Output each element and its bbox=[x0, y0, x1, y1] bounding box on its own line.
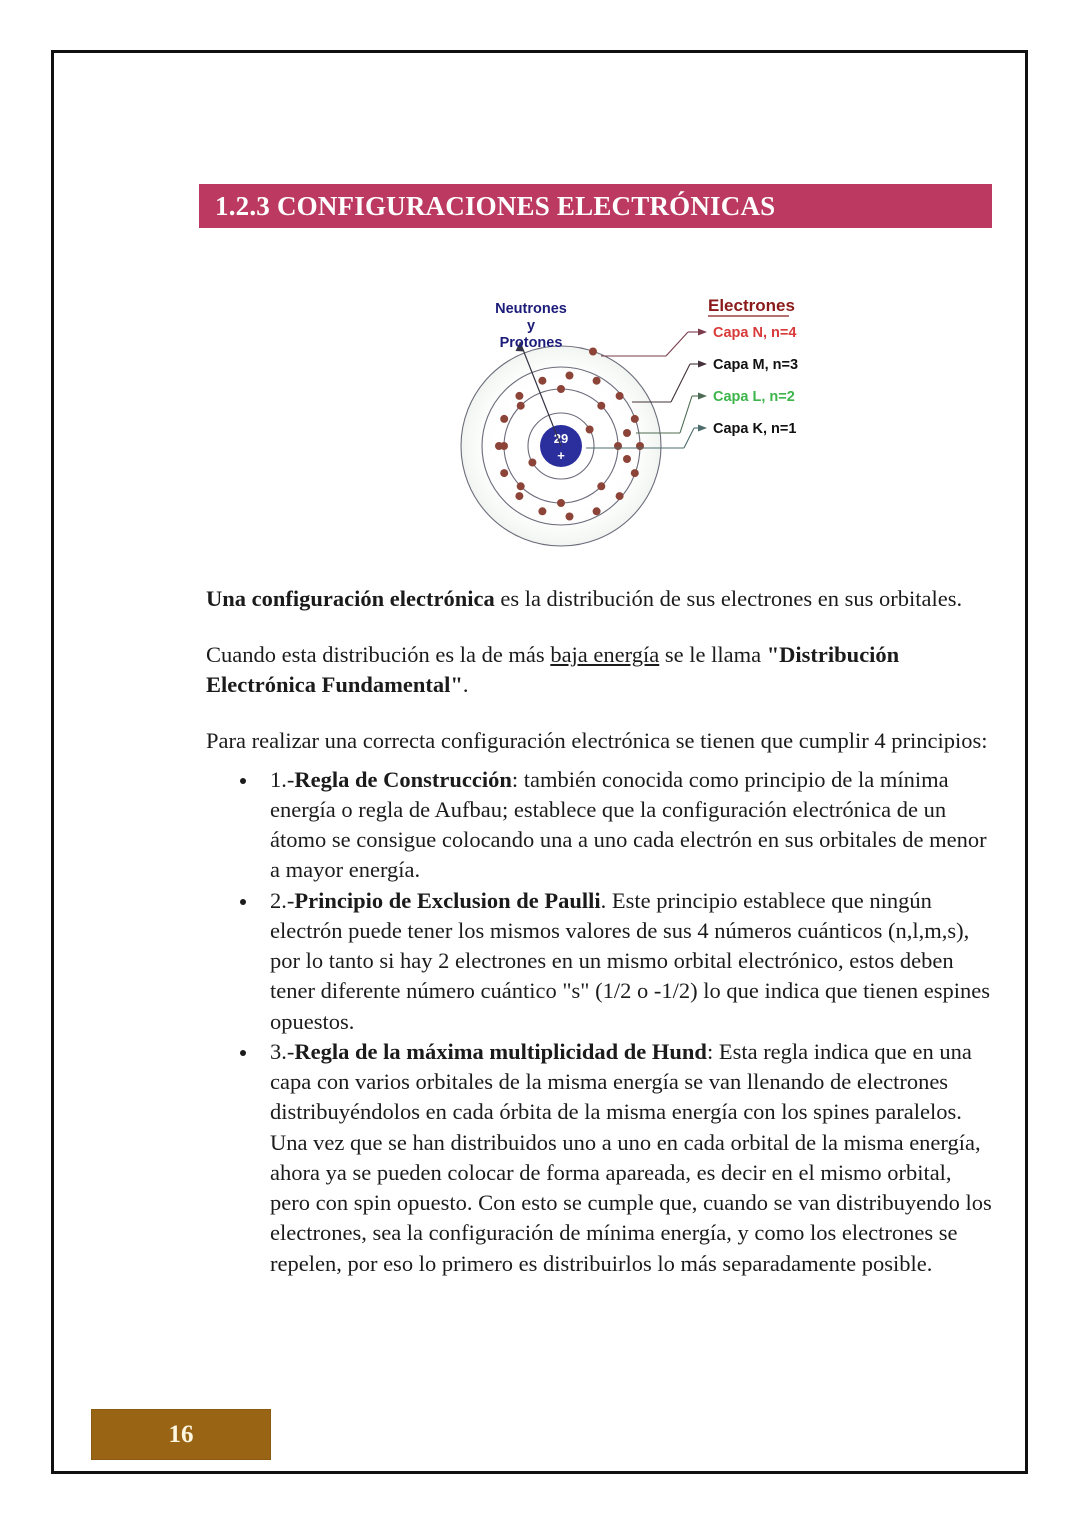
svg-text:Electrones: Electrones bbox=[708, 296, 795, 315]
nucleus-label bbox=[495, 301, 567, 351]
page-title: 1.2.3 CONFIGURACIONES ELECTRÓNICAS bbox=[215, 190, 776, 221]
shell-label-n3: Capa M, n=3 bbox=[713, 357, 799, 373]
paragraph-intro-principles: Para realizar una correcta configuración electrónica se tienen que cumplir 4 principios: bbox=[206, 728, 988, 754]
paragraph-fundamental bbox=[206, 640, 996, 700]
page-number-box bbox=[91, 1409, 271, 1460]
list-item bbox=[206, 1037, 996, 1279]
nucleus-label-line3: Protones bbox=[499, 335, 563, 351]
fundamental-bold: "Distribución Electrónica Fundamental" bbox=[206, 642, 900, 698]
principles-list bbox=[206, 765, 996, 1279]
definition-rest: es la distribución de sus electrones en sus orbitales. bbox=[494, 586, 963, 611]
shell-label-n4: Capa N, n=4 bbox=[713, 325, 797, 341]
list-item bbox=[206, 886, 996, 1037]
svg-text:29: 29 bbox=[553, 431, 569, 446]
paragraph-definition bbox=[206, 584, 996, 614]
electrones-title bbox=[708, 296, 795, 316]
definition-term: Una configuración electrónica bbox=[206, 586, 495, 611]
svg-text:+: + bbox=[557, 448, 565, 463]
principle-number: 2.- bbox=[270, 887, 295, 913]
shell-label-n1: Capa K, n=1 bbox=[713, 421, 797, 437]
principle-separator: . bbox=[600, 887, 612, 913]
principle-text: Esta regla indica que en una capa con varios orbitales de la misma energía se van llenando de electrones distribuyéndolos en cada órbita de la misma energía con los spines paralelos. Una vez que se han distribuidos uno a uno en cada orbital de la misma energía, ahora ya se pueden colocar de forma apareada, es decir en el mismo orbital, pero con spin opuesto. Con esto se cumple que, cuando se van distribuyendo los electrones, sea la configuración de mínima energía, y como los electrones se repelen, por eso lo primero es distribuirlos lo más separadamente posible. bbox=[270, 1038, 992, 1276]
page-frame bbox=[51, 50, 1028, 1474]
fundamental-part1: Cuando esta distribución es la de más bbox=[206, 642, 551, 668]
list-item bbox=[206, 765, 996, 886]
principle-separator: : bbox=[706, 1038, 719, 1064]
principle-title: Regla de la máxima multiplicidad de Hund bbox=[294, 1038, 707, 1064]
fundamental-part2: se le llama bbox=[659, 642, 767, 668]
fundamental-part3: . bbox=[462, 672, 469, 698]
section-header-bar bbox=[199, 184, 992, 228]
shell-labels bbox=[713, 325, 798, 437]
page-number: 16 bbox=[168, 1420, 194, 1448]
principle-text: también conocida como principio de la mínima energía o regla de Aufbau; establece que la configuración electrónica de un átomo se consigue colocando una a uno cada electrón en sus orbitales de menor a mayor energía. bbox=[270, 766, 987, 883]
body-content bbox=[206, 584, 996, 1279]
principle-title: Regla de Construcción bbox=[294, 766, 512, 792]
principle-separator: : bbox=[511, 766, 524, 792]
nucleus-label-line2: y bbox=[526, 318, 536, 334]
principle-title: Principio de Exclusion de Paulli bbox=[294, 887, 601, 913]
fundamental-underlined: baja energía bbox=[550, 642, 660, 668]
principle-number: 1.- bbox=[270, 766, 295, 792]
principle-text: Este principio establece que ningún electrón puede tener los mismos valores de sus 4 números cuánticos (n,l,m,s), por lo tanto si hay 2 electrones en un mismo orbital electrónico, estos deben tener diferente número cuántico "s" (1/2 o -1/2) lo que indica que tienen espines opuestos. bbox=[270, 887, 990, 1034]
shell-label-n2: Capa L, n=2 bbox=[713, 389, 795, 405]
principle-number: 3.- bbox=[270, 1038, 295, 1064]
nucleus-label-line1: Neutrones bbox=[495, 301, 567, 317]
atom-shell-diagram bbox=[458, 296, 803, 561]
